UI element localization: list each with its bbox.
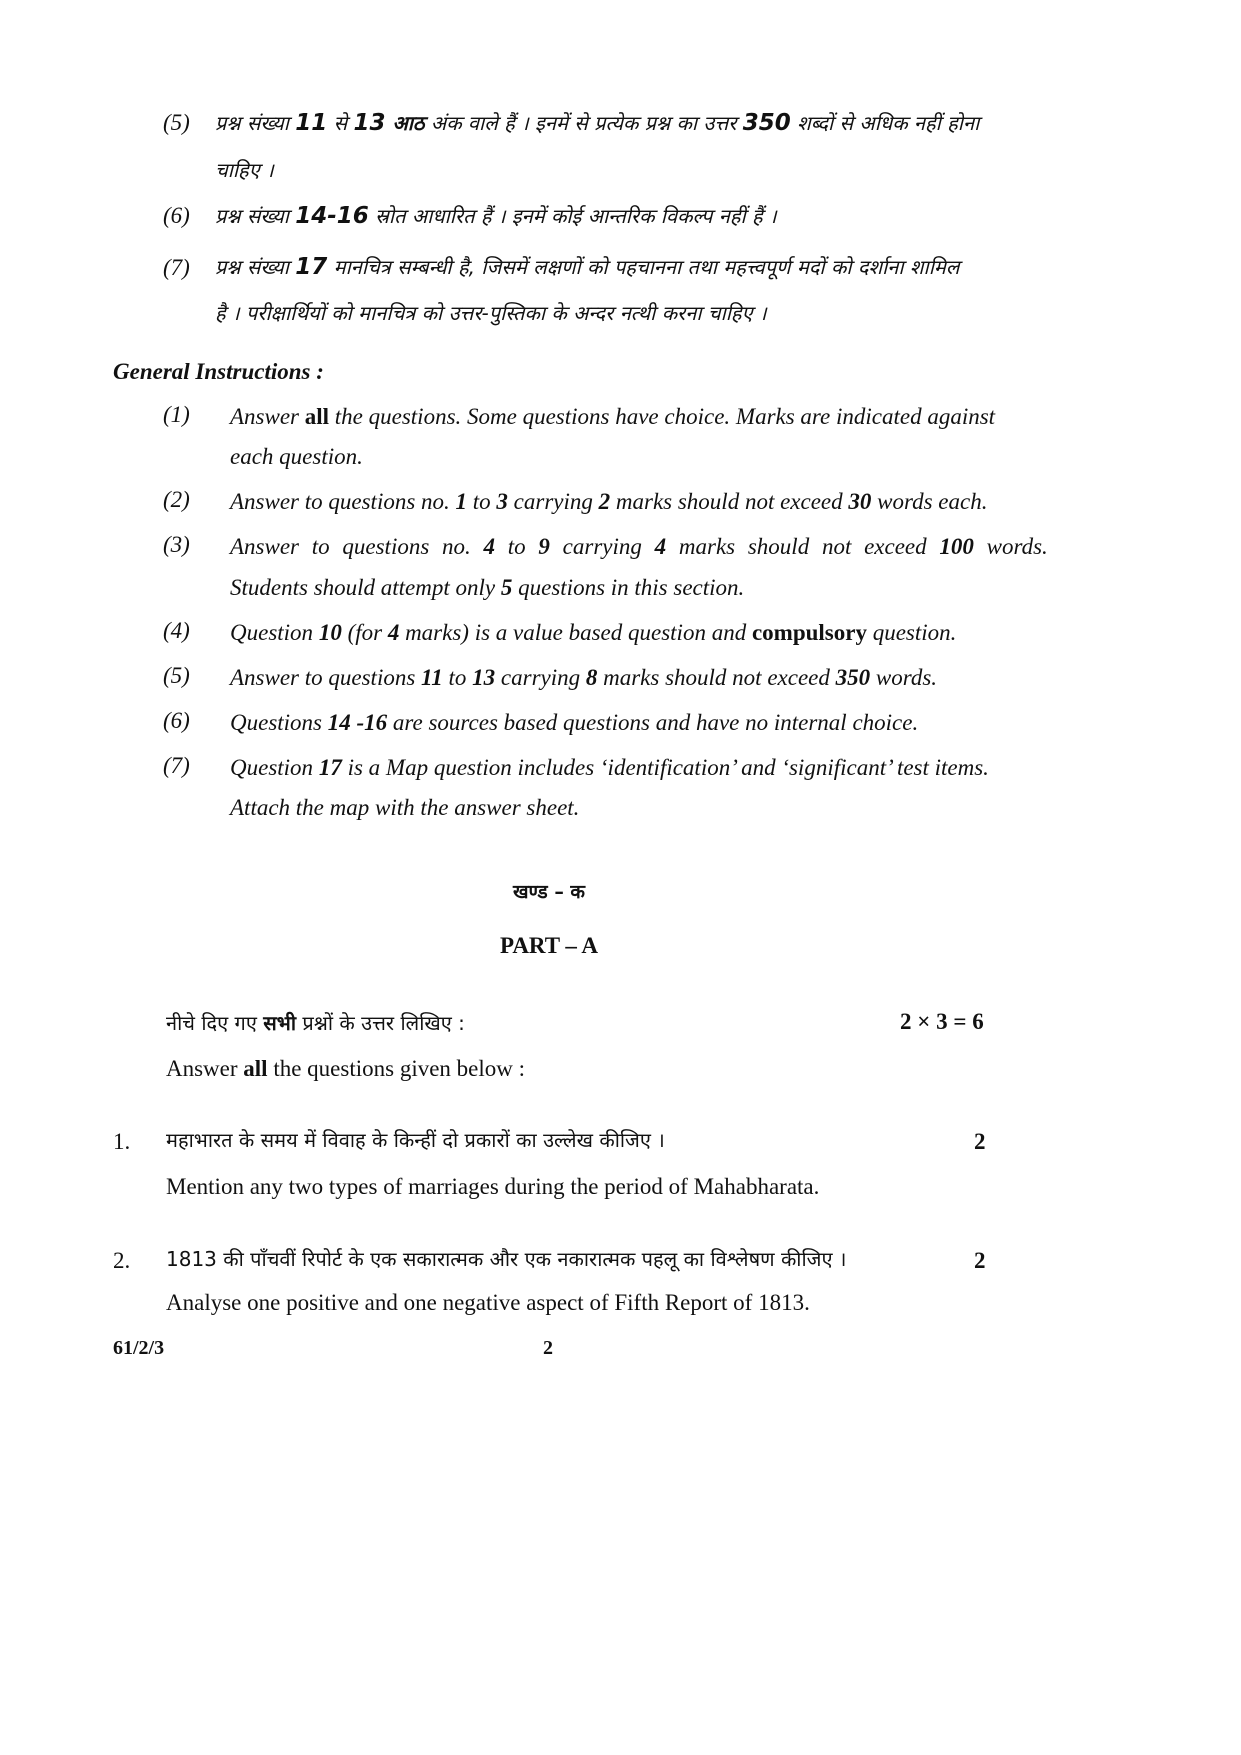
- question-1-marks: 2: [974, 1129, 986, 1154]
- hindi-instr-5-line1: प्रश्न संख्या 11 से 13 आठ अंक वाले हैं । इनमें से प्रत्येक प्रश्न का उत्तर 350 शब्दों से अधिक नहीं होना: [215, 110, 980, 136]
- hindi-instr-7-number: (7): [163, 255, 190, 280]
- question-2-english: Analyse one positive and one negative aspect of Fifth Report of 1813.: [166, 1290, 810, 1315]
- question-2-marks: 2: [974, 1248, 986, 1273]
- hindi-instr-5-number: (5): [163, 110, 190, 135]
- general-item-4-number: (4): [163, 618, 190, 643]
- section-english-title: PART – A: [499, 933, 599, 958]
- general-item-6-number: (6): [163, 708, 190, 733]
- hindi-instr-6-line1: प्रश्न संख्या 14-16 स्रोत आधारित हैं । इनमें कोई आन्तरिक विकल्प नहीं हैं ।: [215, 203, 777, 229]
- question-1-hindi: महाभारत के समय में विवाह के किन्हीं दो प्रकारों का उल्लेख कीजिए ।: [166, 1128, 665, 1152]
- section-hindi-title: खण्ड – क: [512, 881, 586, 903]
- general-instructions-heading: General Instructions :: [113, 359, 324, 384]
- general-item-1-number: (1): [163, 402, 190, 427]
- hindi-instr-5-line2: चाहिए ।: [215, 158, 274, 182]
- question-2-hindi: 1813 की पाँचवीं रिपोर्ट के एक सकारात्मक और एक नकारात्मक पहलू का विश्लेषण कीजिए ।: [166, 1247, 847, 1271]
- general-item-2-line1: Answer to questions no. 1 to 3 carrying 2 marks should not exceed 30 words each.: [230, 489, 988, 514]
- page-number: 2: [543, 1337, 553, 1359]
- question-1-number: 1.: [113, 1129, 131, 1154]
- section-instruction-english: Answer all the questions given below :: [166, 1056, 526, 1081]
- general-item-4-line1: Question 10 (for 4 marks) is a value based question and compulsory question.: [230, 620, 957, 645]
- general-item-5-number: (5): [163, 663, 190, 688]
- general-item-5-line1: Answer to questions 11 to 13 carrying 8 marks should not exceed 350 words.: [230, 665, 938, 690]
- general-item-7-line1: Question 17 is a Map question includes ‘identification’ and ‘significant’ test items.: [230, 755, 989, 780]
- paper-code: 61/2/3: [113, 1337, 165, 1359]
- marks-formula: 2 × 3 = 6: [900, 1009, 984, 1034]
- general-item-1-line1: Answer all the questions. Some questions have choice. Marks are indicated against: [230, 404, 996, 429]
- section-instruction-hindi: नीचे दिए गए सभी प्रश्नों के उत्तर लिखिए :: [166, 1011, 465, 1035]
- hindi-instr-7-line2: है । परीक्षार्थियों को मानचित्र को उत्तर-पुस्तिका के अन्दर नत्थी करना चाहिए ।: [215, 301, 767, 325]
- general-item-3-line2: Students should attempt only 5 questions in this section.: [230, 575, 745, 600]
- general-item-6-line1: Questions 14 -16 are sources based questions and have no internal choice.: [230, 710, 919, 735]
- hindi-instr-7-line1: प्रश्न संख्या 17 मानचित्र सम्बन्धी है, जिसमें लक्षणों को पहचानना तथा महत्त्वपूर्ण मदों को दर्शाना शामिल: [215, 254, 960, 280]
- hindi-instr-6-number: (6): [163, 203, 190, 228]
- general-item-7-line2: Attach the map with the answer sheet.: [230, 795, 580, 820]
- general-item-7-number: (7): [163, 753, 190, 778]
- question-2-number: 2.: [113, 1248, 131, 1273]
- general-item-3-line1: Answer to questions no. 4 to 9 carrying 4 marks should not exceed 100 words.: [230, 534, 1048, 559]
- general-item-1-line2: each question.: [230, 444, 363, 469]
- question-1-english: Mention any two types of marriages during the period of Mahabharata.: [166, 1174, 820, 1199]
- general-item-3-number: (3): [163, 532, 190, 557]
- general-item-2-number: (2): [163, 487, 190, 512]
